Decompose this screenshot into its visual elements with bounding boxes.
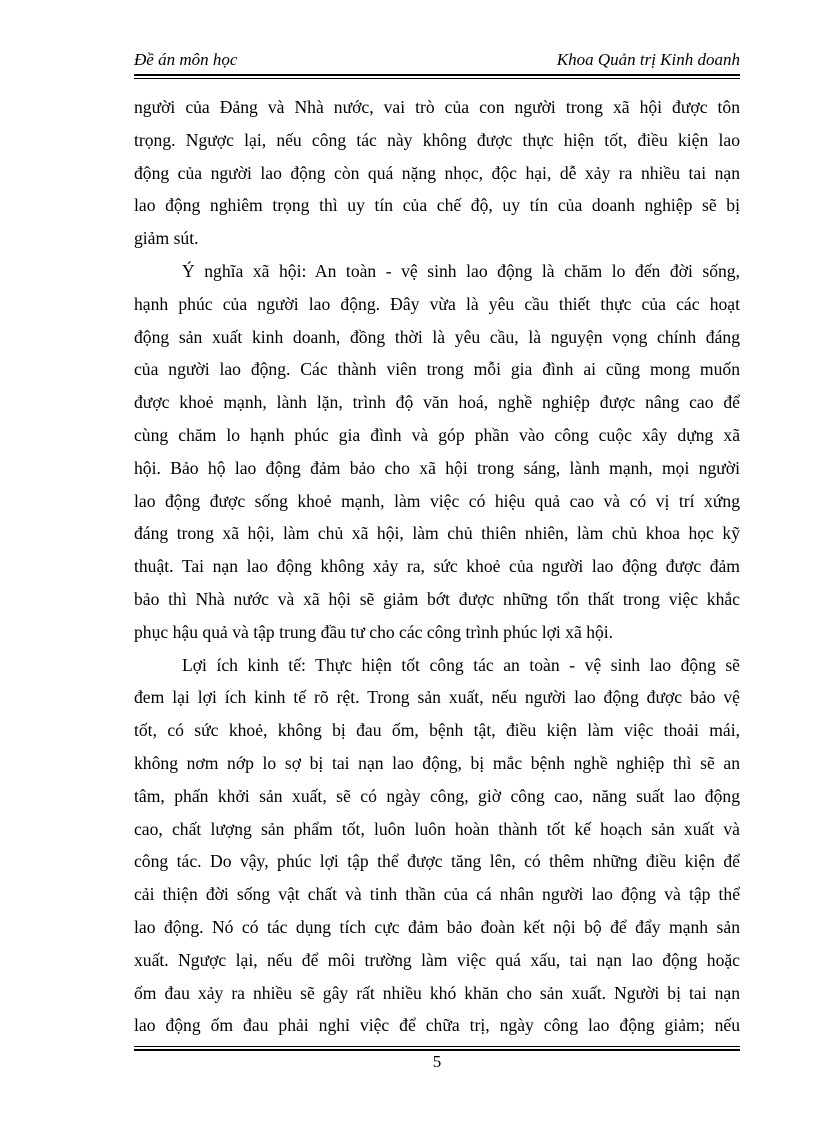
text-line: người của Đảng và Nhà nước, vai trò của con người trong xã hội được tôn: [134, 97, 740, 117]
text-line: lao động. Nó có tác dụng tích cực đảm bảo đoàn kết nội bộ để đẩy mạnh sản: [134, 916, 740, 937]
text-line: đem lại lợi ích kinh tế rõ rệt. Trong sản xuất, nếu người lao động được bảo vệ: [134, 687, 740, 708]
text-line: lao động nghiêm trọng thì uy tín của chế độ, uy tín của doanh nghiệp sẽ bị: [134, 195, 740, 216]
text-line: không nơm nớp lo sợ bị tai nạn lao động, bị mắc bệnh nghề nghiệp thì sẽ an: [134, 752, 740, 773]
text-line: thuật. Tai nạn lao động không xảy ra, sức khoẻ của người lao động được đảm: [134, 556, 740, 577]
paragraph-economic-benefit: [134, 649, 740, 1043]
document-body: [134, 91, 740, 1042]
text-line: cao, chất lượng sản phẩm tốt, luôn luôn hoàn thành tốt kế hoạch sản xuất và: [134, 818, 740, 839]
text-line: giảm sút.: [134, 228, 199, 249]
page-header: [134, 48, 740, 72]
text-line: động sản xuất kinh doanh, đồng thời là yêu cầu, là nguyện vọng chính đáng: [134, 326, 740, 347]
text-line: hội. Bảo hộ lao động đảm bảo cho xã hội trong sáng, lành mạnh, mọi người: [134, 457, 740, 478]
footer-divider-thick: [134, 1049, 740, 1051]
header-course-title: Đề án môn học: [134, 50, 238, 69]
text-line: đáng trong xã hội, làm chủ xã hội, làm chủ thiên nhiên, làm chủ khoa học kỹ: [134, 523, 740, 544]
text-line: động của người lao động còn quá nặng nhọc, độc hại, dễ xảy ra nhiều tai nạn: [134, 162, 740, 183]
text-line: Ý nghĩa xã hội: An toàn - vệ sinh lao động là chăm lo đến đời sống,: [182, 260, 740, 281]
text-line: cùng chăm lo hạnh phúc gia đình và góp phần vào công cuộc xây dựng xã: [134, 424, 740, 445]
footer-divider-thin: [134, 1046, 740, 1047]
text-line: trọng. Ngược lại, nếu công tác này không được thực hiện tốt, điều kiện lao: [134, 129, 740, 150]
header-divider-thin: [134, 78, 740, 79]
text-line: Lợi ích kinh tế: Thực hiện tốt công tác an toàn - vệ sinh lao động sẽ: [182, 654, 740, 675]
text-line: phục hậu quả và tập trung đầu tư cho các công trình phúc lợi xã hội.: [134, 621, 614, 642]
text-line: hạnh phúc của người lao động. Đây vừa là yêu cầu thiết thực của các hoạt: [134, 293, 740, 314]
page-number: 5: [432, 1052, 442, 1071]
text-line: bảo thì Nhà nước và xã hội sẽ giảm bớt được những tổn thất trong việc khắc: [134, 588, 740, 609]
paragraph-continuation: [134, 91, 740, 255]
text-line: lao động ốm đau phải nghỉ việc để chữa trị, ngày công lao động giảm; nếu: [134, 1015, 740, 1036]
text-line: được khoẻ mạnh, lành lặn, trình độ văn hoá, nghề nghiệp được nâng cao để: [134, 392, 740, 413]
text-line: cải thiện đời sống vật chất và tinh thần của cá nhân người lao động và tập thể: [134, 884, 740, 905]
text-line: của người lao động. Các thành viên trong mỗi gia đình ai cũng mong muốn: [134, 359, 740, 380]
header-faculty-name: Khoa Quản trị Kinh doanh: [556, 50, 740, 69]
text-line: lao động được sống khoẻ mạnh, làm việc có hiệu quả cao và có vị trí xứng: [134, 490, 740, 511]
text-line: ốm đau xảy ra nhiều sẽ gây rất nhiều khó khăn cho sản xuất. Người bị tai nạn: [134, 982, 740, 1003]
paragraph-social-significance: [134, 255, 740, 649]
header-divider-thick: [134, 74, 740, 76]
text-line: tốt, có sức khoẻ, không bị đau ốm, bệnh tật, điều kiện làm việc thoải mái,: [134, 720, 740, 741]
text-line: công tác. Do vậy, phúc lợi tập thể được tăng lên, có thêm những điều kiện để: [134, 851, 740, 872]
text-line: xuất. Ngược lại, nếu để môi trường làm việc quá xấu, tai nạn lao động hoặc: [134, 949, 740, 970]
text-line: tâm, phấn khởi sản xuất, sẽ có ngày công, giờ công cao, năng suất lao động: [134, 785, 740, 806]
